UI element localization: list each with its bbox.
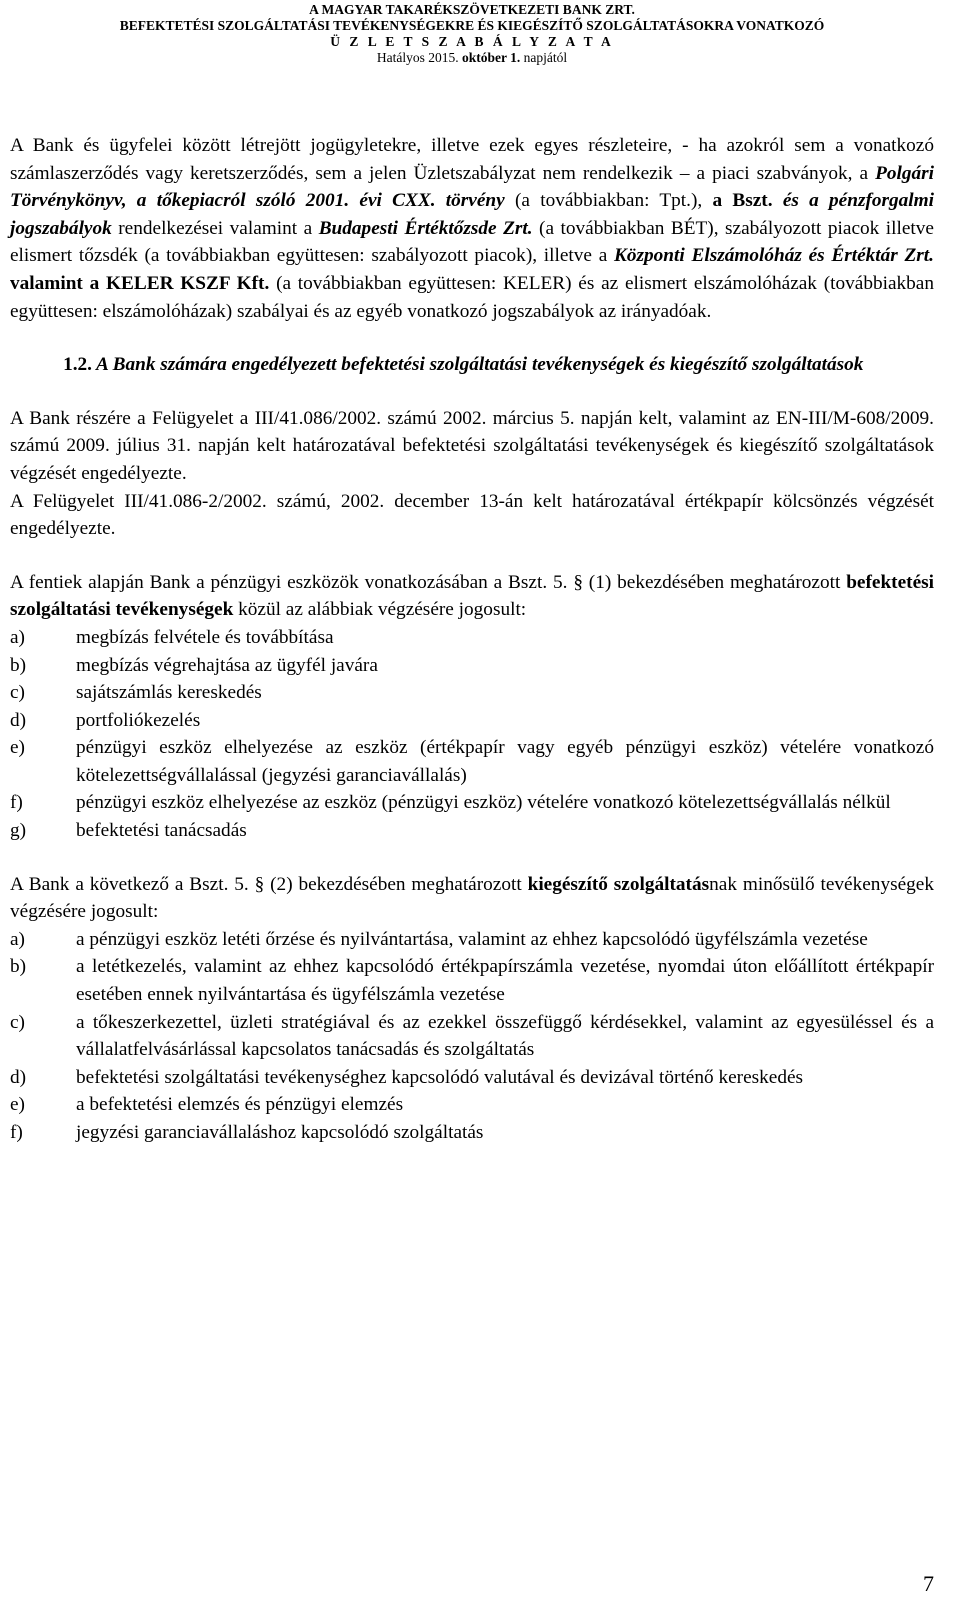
header-bank-name: A MAGYAR TAKARÉKSZÖVETKEZETI BANK ZRT.	[309, 2, 635, 17]
list-item: d) portfoliókezelés	[10, 709, 201, 731]
header-effective-date: Hatályos 2015. október 1. napjától	[376, 50, 568, 65]
services-intro: A fentiek alapján Bank a pénzügyi eszközök vonatkozásában a Bszt. 5. § (1) bekezdésében meghatározott befektetési szolgáltatási tevékenységek közül az alábbiak végzésére jogosult:	[10, 571, 934, 621]
list-item: b) a letétkezelés, valamint az ehhez kapcsolódó értékpapírszámla vezetése, nyomdai úton előállított értékpapír esetében ennek nyilvántartása és ügyfélszámla vezetése	[10, 956, 934, 1006]
list-item: e) a befektetési elemzés és pénzügyi elemzés	[10, 1094, 404, 1116]
services-list	[10, 624, 934, 845]
list-item: c) sajátszámlás kereskedés	[10, 682, 262, 704]
permit-paragraph-1: A Bank részére a Felügyelet a III/41.086/2002. számú 2002. március 5. napján kelt, valamint az EN-III/M-608/2009. számú 2009. július 31. napján kelt határozatával befektetési szolgáltatási tevékenységek és kiegészítő szolgáltatások végzését engedélyezte.	[10, 407, 934, 484]
header-doc-subject: BEFEKTETÉSI SZOLGÁLTATÁSI TEVÉKENYSÉGEKRE ÉS KIEGÉSZÍTŐ SZOLGÁLTATÁSOKRA VONATKOZÓ	[119, 18, 825, 33]
header-doc-title: Ü Z L E T S Z A B Á L Y Z A T A	[330, 34, 614, 49]
intro-paragraph: A Bank és ügyfelei között létrejött jogügyletekre, illetve ezek egyes részleteire, - ha azokról sem a vonatkozó számlaszerződés vagy keretszerződés, sem a jelen Üzletszabályzat nem rendelkezik – a piaci szabványok, a Polgári Törvénykönyv, a tőkepiacról szóló 2001. évi CXX. törvény (a továbbiakban: Tpt.), a Bszt. és a pénzforgalmi jogszabályok rendelkezései valamint a Budapesti Értéktőzsde Zrt. (a továbbiakban BÉT), szabályozott piacok illetve elismert tőzsdék (a továbbiakban együttesen: szabályozott piacok), illetve a Központi Elszámolóház és Értéktár Zrt. valamint a KELER KSZF Kft. (a továbbiakban együttesen: KELER) és az elismert elszámolóházak (továbbiakban együttesen: elszámolóházak) szabályai és az egyéb vonatkozó jogszabályok az irányadóak.	[10, 135, 935, 322]
section-title: A Bank számára engedélyezett befektetési szolgáltatási tevékenységek és kiegészítő szolgáltatások	[96, 354, 864, 376]
ancillary-list	[10, 926, 934, 1147]
list-item: a) megbízás felvétele és továbbítása	[10, 626, 334, 648]
document-body	[10, 132, 934, 1147]
ancillary-intro: A Bank a következő a Bszt. 5. § (2) bekezdésében meghatározott kiegészítő szolgáltatásnak minősülő tevékenységek végzésére jogosult:	[10, 873, 934, 923]
page-number: 7	[923, 1571, 934, 1596]
list-item: f) jegyzési garanciavállaláshoz kapcsolódó szolgáltatás	[10, 1122, 484, 1143]
list-item: d) befektetési szolgáltatási tevékenységhez kapcsolódó valutával és devizával történő kereskedés	[10, 1066, 804, 1088]
document-header	[10, 0, 934, 66]
section-number: 1.2.	[63, 354, 92, 376]
list-item: e) pénzügyi eszköz elhelyezése az eszköz (értékpapír vagy egyéb pénzügyi eszköz) vételére vonatkozó kötelezettségvállalással (jegyzési garanciavállalás)	[10, 737, 934, 786]
section-heading	[10, 351, 934, 379]
list-item: f) pénzügyi eszköz elhelyezése az eszköz (pénzügyi eszköz) vételére vonatkozó kötelezettségvállalás nélkül	[10, 792, 891, 814]
list-item: b) megbízás végrehajtása az ügyfél javára	[10, 654, 378, 676]
list-item: a) a pénzügyi eszköz letéti őrzése és nyilvántartása, valamint az ehhez kapcsolódó ügyfélszámla vezetése	[10, 928, 868, 950]
list-item: g) befektetési tanácsadás	[10, 820, 247, 842]
list-item: c) a tőkeszerkezettel, üzleti stratégiával és az ezekkel összefüggő kérdésekkel, valamint az egyesüléssel és a vállalatfelvásárlással kapcsolatos tanácsadás és szolgáltatás	[10, 1011, 934, 1061]
permit-paragraph-2: A Felügyelet III/41.086-2/2002. számú, 2002. december 13-án kelt határozatával értékpapír kölcsönzés végzését engedélyezte.	[10, 490, 934, 540]
